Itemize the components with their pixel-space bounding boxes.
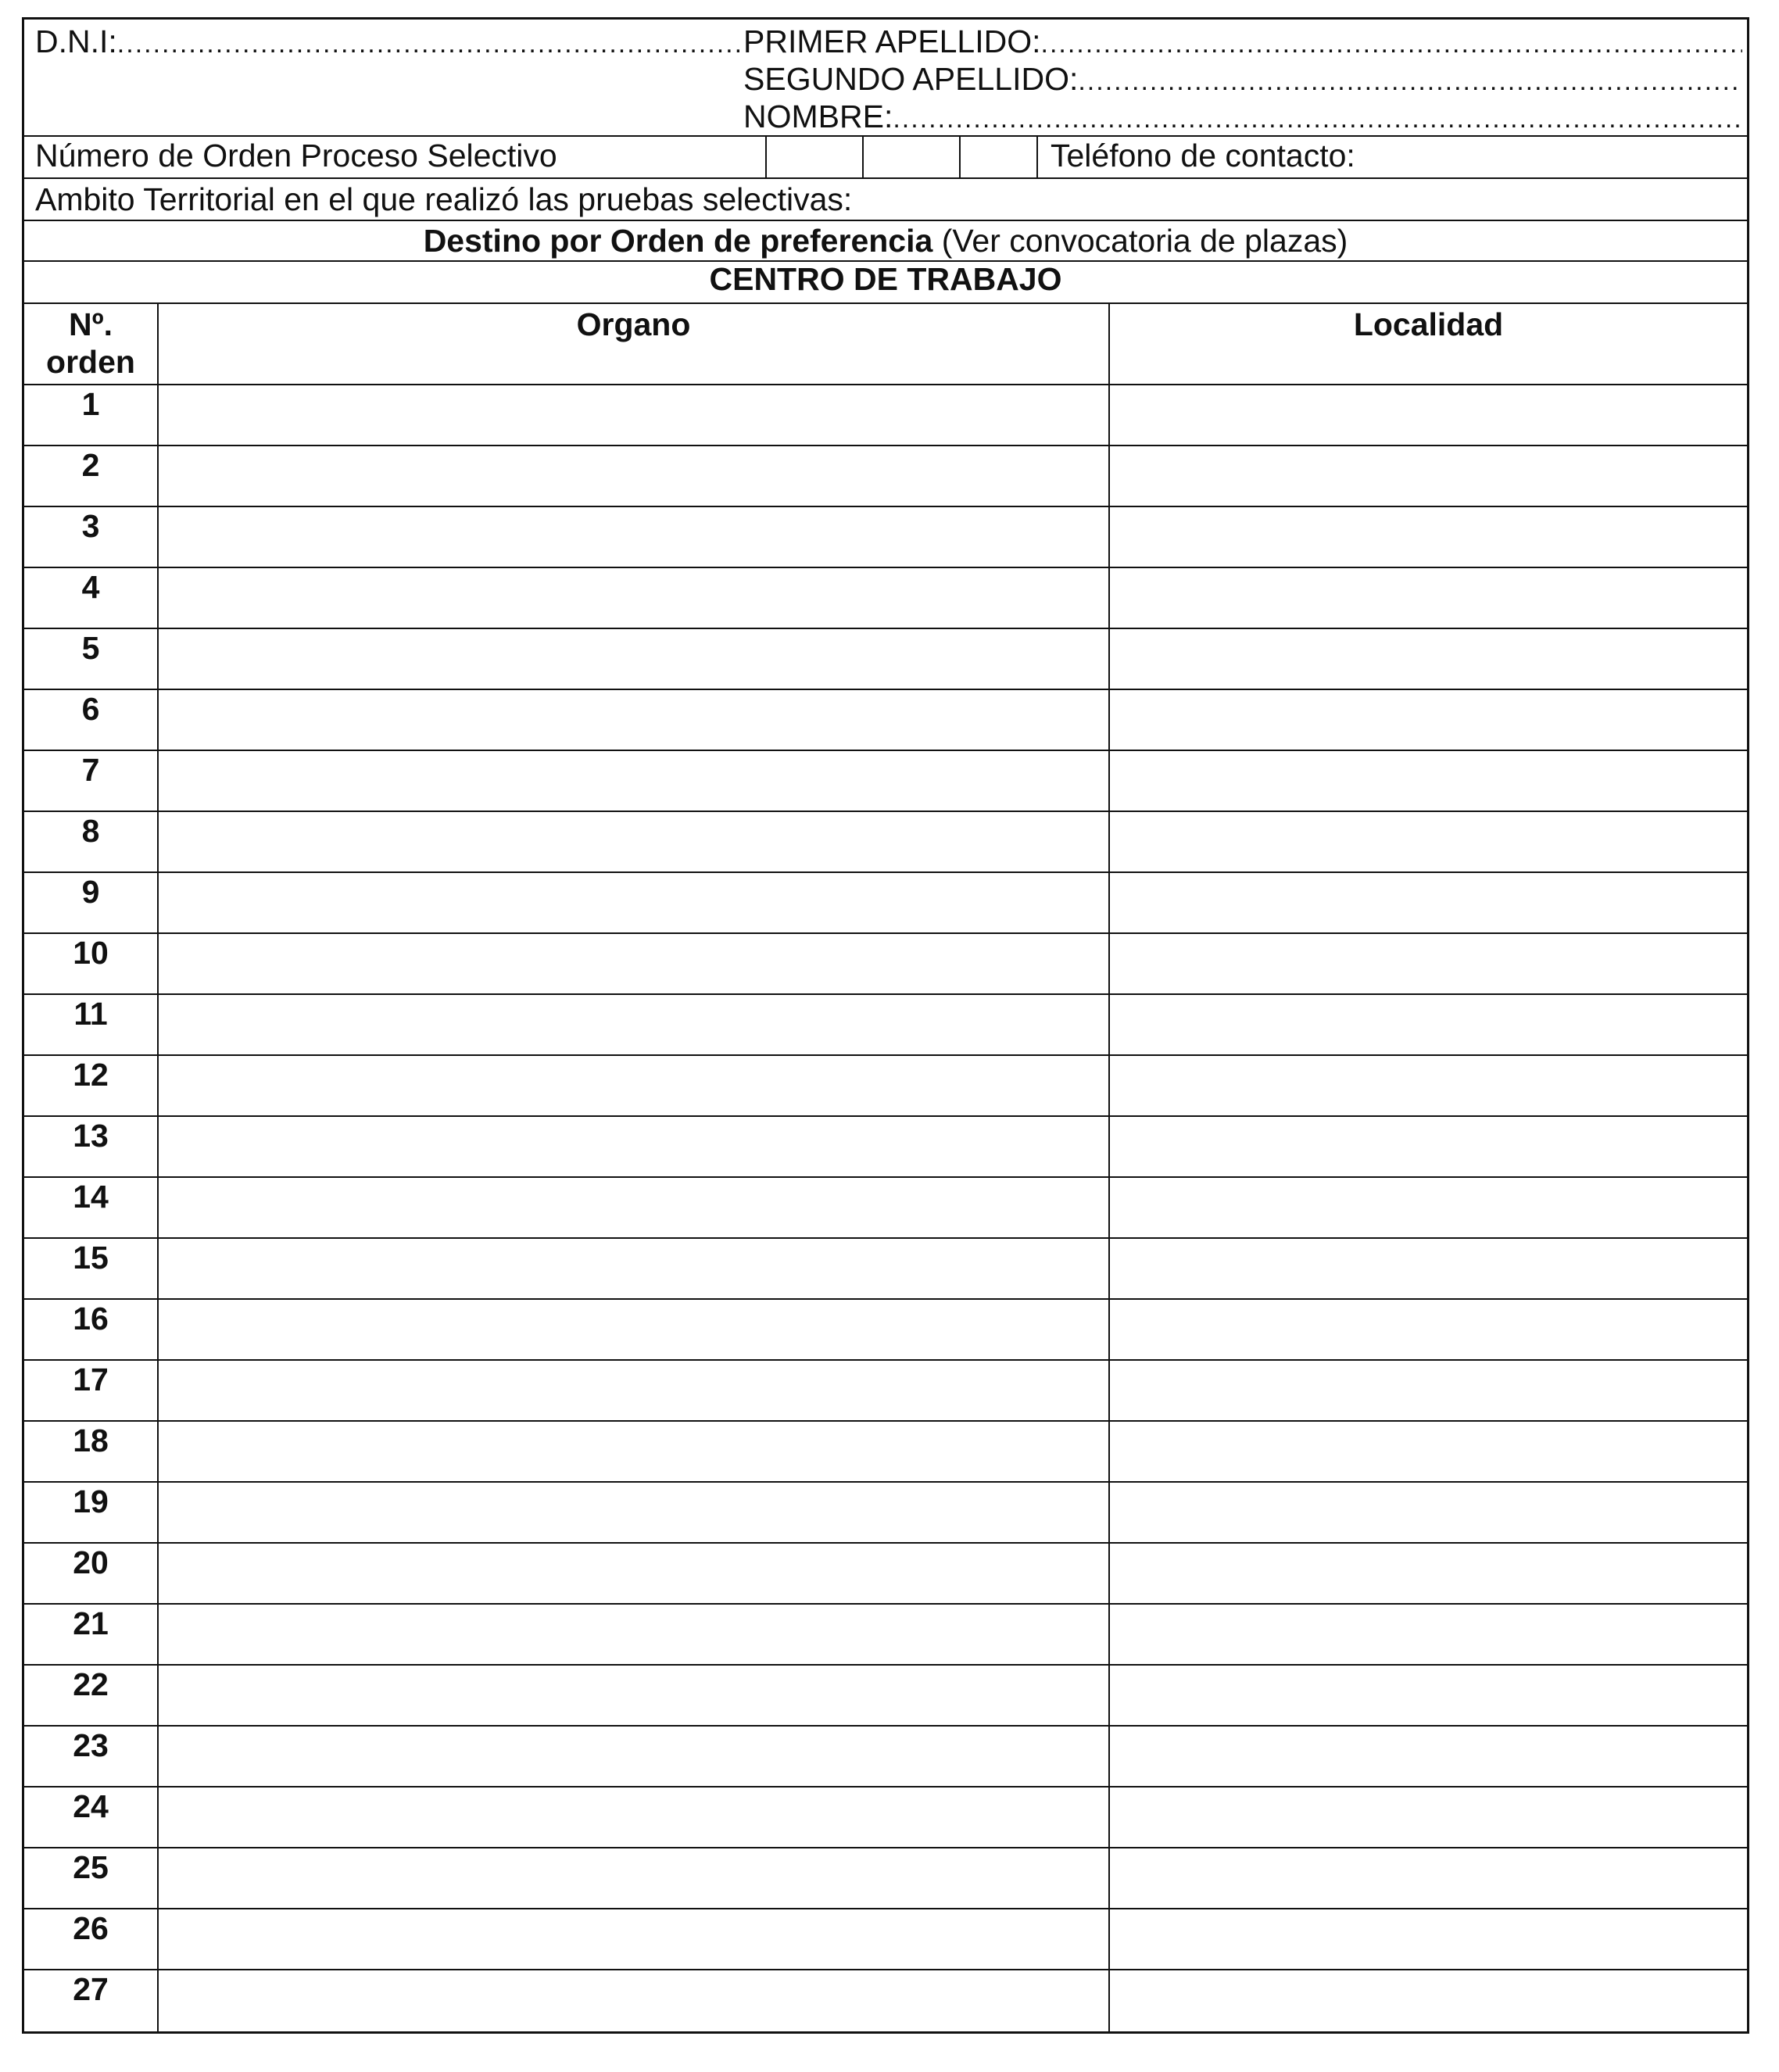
organo-cell[interactable] (157, 995, 1108, 1054)
segundo-apellido-dotted-line (1078, 63, 1742, 100)
table-row (24, 568, 1747, 629)
organo-cell[interactable] (157, 1239, 1108, 1298)
organo-cell[interactable] (157, 385, 1108, 445)
row-number: 14 (73, 1179, 109, 1215)
dni-dotted-line (117, 25, 743, 63)
orden-digit-box-3[interactable] (959, 137, 1036, 177)
organo-cell[interactable] (157, 568, 1108, 628)
table-row (24, 1848, 1747, 1909)
table-row (24, 1605, 1747, 1666)
organo-cell[interactable] (157, 1848, 1108, 1908)
localidad-cell[interactable] (1108, 873, 1747, 932)
localidad-cell[interactable] (1108, 1483, 1747, 1542)
preference-table (24, 304, 1747, 2031)
telefono-field[interactable]: Teléfono de contacto: (1036, 137, 1747, 177)
row-number: 22 (73, 1666, 109, 1702)
organo-cell[interactable] (157, 629, 1108, 689)
table-row (24, 629, 1747, 690)
localidad-cell[interactable] (1108, 1361, 1747, 1420)
organo-cell[interactable] (157, 812, 1108, 871)
col-header-numero-line2: orden (46, 344, 135, 380)
row-number: 1 (81, 386, 100, 422)
centro-trabajo-heading: CENTRO DE TRABAJO (709, 262, 1062, 297)
localidad-cell[interactable] (1108, 1788, 1747, 1847)
organo-cell[interactable] (157, 873, 1108, 932)
table-row (24, 873, 1747, 934)
row-number: 9 (81, 874, 100, 910)
dni-label: D.N.I: (35, 23, 117, 59)
organo-cell[interactable] (157, 1117, 1108, 1176)
destino-heading-bold: Destino por Orden de preferencia (423, 223, 933, 259)
ambito-territorial-row[interactable] (24, 179, 1747, 221)
segundo-apellido-label: SEGUNDO APELLIDO: (743, 61, 1079, 97)
localidad-cell[interactable] (1108, 1422, 1747, 1481)
organo-cell[interactable] (157, 690, 1108, 750)
row-number: 5 (81, 630, 100, 666)
row-number: 19 (73, 1483, 109, 1519)
localidad-cell[interactable] (1108, 1178, 1747, 1237)
table-row (24, 1970, 1747, 2031)
row-number: 4 (81, 569, 100, 605)
localidad-cell[interactable] (1108, 568, 1747, 628)
nombre-dotted-line (893, 100, 1742, 137)
row-number: 3 (81, 508, 100, 544)
row-number: 13 (73, 1118, 109, 1154)
orden-digit-box-2[interactable] (862, 137, 959, 177)
localidad-cell[interactable] (1108, 629, 1747, 689)
nombre-field[interactable] (743, 98, 1742, 135)
organo-cell[interactable] (157, 1788, 1108, 1847)
row-number: 23 (73, 1727, 109, 1763)
table-row (24, 446, 1747, 507)
table-row (24, 812, 1747, 873)
table-row (24, 1300, 1747, 1361)
organo-cell[interactable] (157, 1909, 1108, 1969)
localidad-cell[interactable] (1108, 1727, 1747, 1786)
table-row (24, 1239, 1747, 1300)
organo-cell[interactable] (157, 1727, 1108, 1786)
destino-row (24, 221, 1747, 262)
table-row (24, 507, 1747, 568)
row-number: 18 (73, 1422, 109, 1458)
localidad-cell[interactable] (1108, 995, 1747, 1054)
organo-cell[interactable] (157, 1056, 1108, 1115)
segundo-apellido-field[interactable] (743, 60, 1742, 98)
organo-cell[interactable] (157, 446, 1108, 506)
row-number: 24 (73, 1788, 109, 1824)
table-row (24, 1727, 1747, 1788)
localidad-cell[interactable] (1108, 934, 1747, 993)
table-row (24, 934, 1747, 995)
organo-cell[interactable] (157, 1970, 1108, 2031)
localidad-cell[interactable] (1108, 385, 1747, 445)
table-row (24, 1909, 1747, 1970)
destination-request-form (22, 17, 1749, 2034)
row-number: 2 (81, 447, 100, 483)
personal-data-header (24, 20, 1747, 137)
numero-orden-label: Número de Orden Proceso Selectivo (35, 138, 557, 174)
col-header-localidad: Localidad (1108, 304, 1747, 384)
organo-cell[interactable] (157, 1605, 1108, 1664)
organo-cell[interactable] (157, 1300, 1108, 1359)
localidad-cell[interactable] (1108, 1909, 1747, 1969)
row-number: 16 (73, 1301, 109, 1337)
table-row (24, 1117, 1747, 1178)
table-row (24, 995, 1747, 1056)
organo-cell[interactable] (157, 934, 1108, 993)
destino-heading-note: (Ver convocatoria de plazas) (932, 223, 1348, 259)
dni-field[interactable] (35, 23, 743, 60)
organo-cell[interactable] (157, 1178, 1108, 1237)
table-row (24, 385, 1747, 446)
col-header-numero-line1: Nº. (69, 306, 113, 342)
localidad-cell[interactable] (1108, 751, 1747, 811)
organo-cell[interactable] (157, 1422, 1108, 1481)
table-header (24, 304, 1747, 385)
localidad-cell[interactable] (1108, 1970, 1747, 2031)
row-number: 20 (73, 1544, 109, 1580)
table-row (24, 1422, 1747, 1483)
table-row (24, 1361, 1747, 1422)
row-number: 8 (81, 813, 100, 849)
row-number: 11 (73, 996, 108, 1032)
organo-cell[interactable] (157, 1483, 1108, 1542)
table-row (24, 1788, 1747, 1848)
primer-apellido-dotted-line (1041, 25, 1742, 63)
localidad-cell[interactable] (1108, 1239, 1747, 1298)
row-number: 21 (73, 1605, 109, 1641)
localidad-cell[interactable] (1108, 812, 1747, 871)
primer-apellido-label: PRIMER APELLIDO: (743, 23, 1041, 59)
orden-digit-box-1[interactable] (765, 137, 862, 177)
destino-heading (24, 221, 1747, 260)
numero-orden-row (24, 137, 1747, 179)
table-body (24, 385, 1747, 2031)
table-row (24, 1544, 1747, 1605)
localidad-cell[interactable] (1108, 1848, 1747, 1908)
table-row (24, 1666, 1747, 1727)
row-number: 10 (73, 935, 109, 971)
organo-cell[interactable] (157, 507, 1108, 567)
col-header-organo: Organo (157, 304, 1108, 384)
table-row (24, 690, 1747, 751)
table-row (24, 1483, 1747, 1544)
localidad-cell[interactable] (1108, 1544, 1747, 1603)
organo-cell[interactable] (157, 1361, 1108, 1420)
ambito-territorial-label: Ambito Territorial en el que realizó las pruebas selectivas: (35, 181, 853, 217)
name-fields (743, 23, 1742, 135)
localidad-cell[interactable] (1108, 1666, 1747, 1725)
row-number: 12 (73, 1057, 109, 1093)
localidad-cell[interactable] (1108, 1117, 1747, 1176)
table-row (24, 1178, 1747, 1239)
centro-trabajo-row (24, 262, 1747, 304)
row-number: 15 (73, 1240, 109, 1276)
table-row (24, 1056, 1747, 1117)
localidad-cell[interactable] (1108, 690, 1747, 750)
organo-cell[interactable] (157, 1544, 1108, 1603)
localidad-cell[interactable] (1108, 1605, 1747, 1664)
localidad-cell[interactable] (1108, 507, 1747, 567)
nombre-label: NOMBRE: (743, 98, 893, 134)
row-number: 26 (73, 1910, 109, 1946)
row-number: 6 (81, 691, 100, 727)
row-number: 27 (73, 1971, 109, 2007)
organo-cell[interactable] (157, 751, 1108, 811)
row-number: 25 (73, 1849, 109, 1885)
table-row (24, 751, 1747, 812)
row-number: 17 (73, 1362, 109, 1397)
localidad-cell[interactable] (1108, 1300, 1747, 1359)
primer-apellido-field[interactable] (743, 23, 1742, 60)
localidad-cell[interactable] (1108, 446, 1747, 506)
localidad-cell[interactable] (1108, 1056, 1747, 1115)
organo-cell[interactable] (157, 1666, 1108, 1725)
col-header-numero-orden (24, 304, 157, 384)
row-number: 7 (81, 752, 100, 788)
